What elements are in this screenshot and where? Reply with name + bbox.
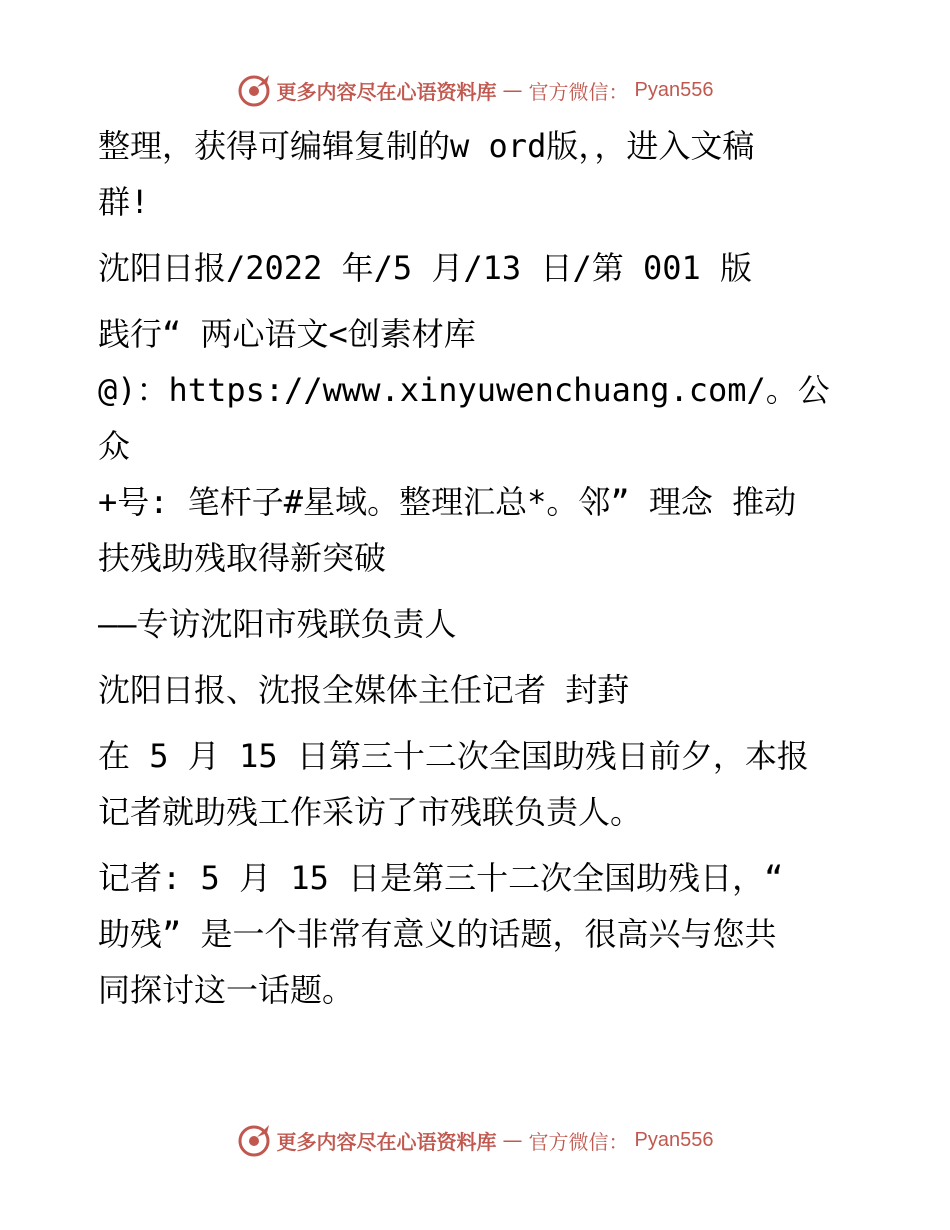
- text-line: 同探讨这一话题。: [98, 971, 355, 1009]
- paragraph-lead: [98, 728, 858, 840]
- text-line: 助残” 是一个非常有意义的话题，很高兴与您共: [98, 915, 777, 953]
- paragraph-question: [98, 850, 858, 1018]
- paragraph-byline: [98, 662, 858, 718]
- text-line: @)：https://www.xinyuwenchuang.com/。公众: [98, 371, 830, 465]
- text-line: +号: 笔杆子#星域。整理汇总*。邻” 理念 推动: [98, 483, 797, 521]
- document-body: [98, 118, 858, 1028]
- header-banner-wechat-label: 官方微信：: [528, 79, 629, 104]
- paragraph-title: [98, 306, 858, 586]
- header-banner-text: 更多内容尽在心语资料库: [276, 79, 497, 104]
- paragraph-source: [98, 240, 858, 296]
- footer-banner-wechat-id: Pyan556: [634, 1128, 714, 1151]
- footer-banner-dash: —: [502, 1128, 523, 1152]
- quill-logo-icon: [237, 1123, 271, 1157]
- text-line: 在 5 月 15 日第三十二次全国助残日前夕，本报: [98, 737, 809, 775]
- text-line: 沈阳日报、沈报全媒体主任记者 封葑: [98, 671, 630, 709]
- text-line: 记者就助残工作采访了市残联负责人。: [98, 793, 643, 831]
- text-line: 记者: 5 月 15 日是第三十二次全国助残日，“: [98, 859, 784, 897]
- quill-logo-icon: [237, 73, 271, 107]
- header-watermark-banner: [0, 70, 950, 110]
- header-banner-dash: —: [502, 78, 523, 102]
- footer-banner-text: 更多内容尽在心语资料库: [276, 1129, 497, 1154]
- header-banner-wechat-id: Pyan556: [634, 78, 714, 101]
- footer-banner-wechat-label: 官方微信：: [528, 1129, 629, 1154]
- text-line: ——专访沈阳市残联负责人: [98, 605, 457, 643]
- text-line: 群!: [98, 183, 150, 221]
- paragraph-subtitle: [98, 596, 858, 652]
- paragraph-intro: [98, 118, 858, 230]
- text-line: 整理，获得可编辑复制的w ord版，，进入文稿: [98, 127, 755, 165]
- footer-watermark-banner: [0, 1120, 950, 1160]
- text-line: 沈阳日报/2022 年/5 月/13 日/第 001 版: [98, 249, 753, 287]
- text-line: 扶残助残取得新突破: [98, 539, 387, 577]
- text-line: 践行“ 两心语文<创素材库: [98, 315, 476, 353]
